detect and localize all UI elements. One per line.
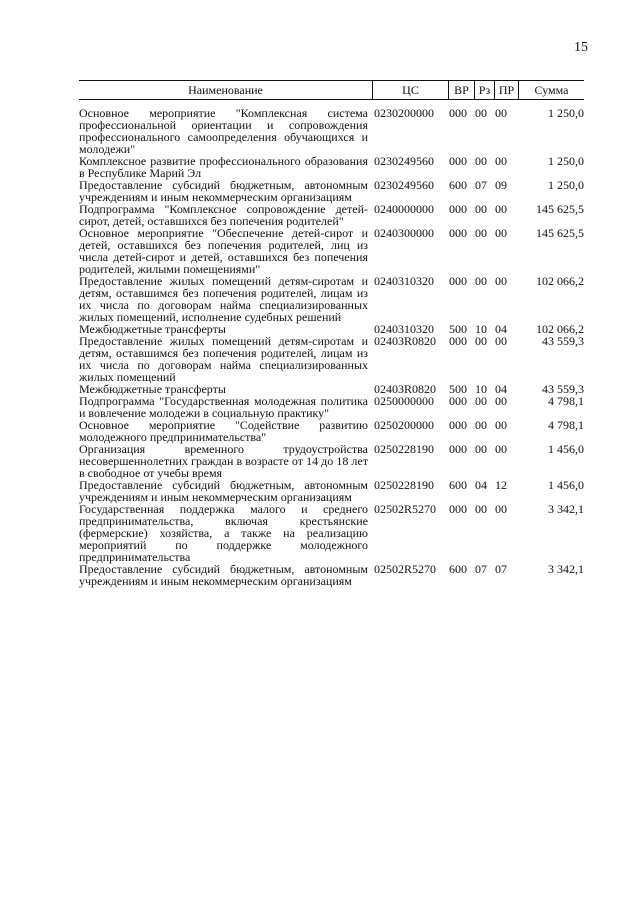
cell-name: Предоставление субсидий бюджетным, автономным учреждениям и иным некоммерческим организациям bbox=[79, 478, 368, 504]
cell-cs: 0250228190 bbox=[374, 442, 434, 456]
cell-pr: 04 bbox=[495, 382, 507, 396]
table-row bbox=[79, 335, 584, 383]
cell-cs: 0240000000 bbox=[374, 202, 434, 216]
cell-vr: 000 bbox=[449, 418, 467, 432]
table-row bbox=[79, 395, 584, 419]
cell-cs: 0230249560 bbox=[374, 178, 434, 192]
cell-rz: 00 bbox=[475, 502, 487, 516]
cell-pr: 09 bbox=[495, 178, 507, 192]
cell-name: Предоставление субсидий бюджетным, автономным учреждениям и иным некоммерческим организациям bbox=[79, 178, 368, 204]
cell-name: Государственная поддержка малого и среднего предпринимательства, включая крестьянские (фермерские) хозяйства, а также на реализацию мероприятий по поддержке молодежного предпринимательства bbox=[79, 502, 368, 564]
table-row bbox=[79, 155, 584, 179]
cell-sum: 1 250,0 bbox=[548, 178, 584, 192]
cell-name: Основное мероприятие "Обеспечение детей-сирот и детей, оставшихся без попечения родителей, лиц из числа детей-сирот и детей, оставшихся без попечения родителей, жилыми помещениями" bbox=[79, 226, 368, 276]
cell-name: Межбюджетные трансферты bbox=[79, 322, 226, 336]
table-row bbox=[79, 419, 584, 443]
header-cs: ЦС bbox=[372, 81, 448, 99]
table-row bbox=[79, 275, 584, 323]
cell-pr: 00 bbox=[495, 202, 507, 216]
table-row bbox=[79, 107, 584, 155]
cell-name: Предоставление жилых помещений детям-сиротам и детям, оставшимся без попечения родителей, лицам из их числа по договорам найма специализированных жилых помещений, исполнение судебных решений bbox=[79, 274, 368, 324]
table-row bbox=[79, 443, 584, 479]
cell-pr: 00 bbox=[495, 418, 507, 432]
table-row bbox=[79, 203, 584, 227]
cell-vr: 500 bbox=[449, 382, 467, 396]
cell-name: Основное мероприятие "Содействие развитию молодежного предпринимательства" bbox=[79, 418, 368, 444]
cell-rz: 10 bbox=[475, 382, 487, 396]
table-body bbox=[79, 100, 584, 587]
page-number: 15 bbox=[574, 40, 588, 55]
cell-rz: 00 bbox=[475, 334, 487, 348]
cell-name: Комплексное развитие профессионального образования в Республике Марий Эл bbox=[79, 154, 368, 180]
cell-pr: 00 bbox=[495, 334, 507, 348]
cell-cs: 02502R5270 bbox=[374, 502, 437, 516]
cell-vr: 000 bbox=[449, 334, 467, 348]
cell-vr: 000 bbox=[449, 202, 467, 216]
cell-pr: 07 bbox=[495, 562, 507, 576]
cell-name: Основное мероприятие "Комплексная система профессиональной ориентации и сопровождения профессионального самоопределения обучающихся и молодежи" bbox=[79, 106, 368, 156]
table-row bbox=[79, 563, 584, 587]
cell-rz: 07 bbox=[475, 178, 487, 192]
header-sum: Сумма bbox=[518, 81, 584, 99]
cell-sum: 102 066,2 bbox=[536, 322, 584, 336]
cell-sum: 3 342,1 bbox=[548, 562, 584, 576]
cell-sum: 3 342,1 bbox=[548, 502, 584, 516]
cell-rz: 00 bbox=[475, 442, 487, 456]
cell-pr: 00 bbox=[495, 394, 507, 408]
cell-name: Организация временного трудоустройства несовершеннолетних граждан в возрасте от 14 до 18 лет в свободное от учебы время bbox=[79, 442, 368, 480]
cell-cs: 0250000000 bbox=[374, 394, 434, 408]
cell-cs: 0250228190 bbox=[374, 478, 434, 492]
cell-rz: 00 bbox=[475, 274, 487, 288]
cell-name: Подпрограмма "Комплексное сопровождение детей-сирот, детей, оставшихся без попечения родителей" bbox=[79, 202, 368, 228]
cell-cs: 0240300000 bbox=[374, 226, 434, 240]
cell-rz: 00 bbox=[475, 106, 487, 120]
cell-sum: 145 625,5 bbox=[536, 202, 584, 216]
cell-vr: 000 bbox=[449, 226, 467, 240]
cell-pr: 00 bbox=[495, 106, 507, 120]
cell-cs: 02403R0820 bbox=[374, 382, 437, 396]
cell-rz: 00 bbox=[475, 394, 487, 408]
cell-sum: 4 798,1 bbox=[548, 394, 584, 408]
cell-pr: 00 bbox=[495, 442, 507, 456]
cell-cs: 0240310320 bbox=[374, 322, 434, 336]
cell-pr: 12 bbox=[495, 478, 507, 492]
cell-sum: 145 625,5 bbox=[536, 226, 584, 240]
cell-rz: 10 bbox=[475, 322, 487, 336]
cell-cs: 02403R0820 bbox=[374, 334, 437, 348]
cell-pr: 00 bbox=[495, 154, 507, 168]
cell-sum: 1 456,0 bbox=[548, 442, 584, 456]
cell-cs: 0230249560 bbox=[374, 154, 434, 168]
cell-sum: 4 798,1 bbox=[548, 418, 584, 432]
header-name: Наименование bbox=[188, 83, 263, 97]
cell-vr: 000 bbox=[449, 106, 467, 120]
cell-rz: 00 bbox=[475, 202, 487, 216]
cell-sum: 1 456,0 bbox=[548, 478, 584, 492]
table-header bbox=[79, 80, 584, 100]
cell-rz: 00 bbox=[475, 418, 487, 432]
budget-table bbox=[79, 80, 584, 587]
cell-name: Подпрограмма "Государственная молодежная политика и вовлечение молодежи в социальную практику" bbox=[79, 394, 368, 420]
cell-vr: 600 bbox=[449, 178, 467, 192]
cell-vr: 500 bbox=[449, 322, 467, 336]
cell-vr: 000 bbox=[449, 394, 467, 408]
table-row bbox=[79, 179, 584, 203]
table-row bbox=[79, 479, 584, 503]
cell-sum: 43 559,3 bbox=[542, 382, 584, 396]
cell-vr: 000 bbox=[449, 502, 467, 516]
cell-rz: 00 bbox=[475, 154, 487, 168]
cell-cs: 02502R5270 bbox=[374, 562, 437, 576]
header-vr: ВР bbox=[448, 81, 474, 99]
cell-name: Предоставление субсидий бюджетным, автономным учреждениям и иным некоммерческим организациям bbox=[79, 562, 368, 588]
cell-rz: 04 bbox=[475, 478, 487, 492]
cell-name: Предоставление жилых помещений детям-сиротам и детям, оставшимся без попечения родителей, лицам из их числа по договорам найма специализированных жилых помещений bbox=[79, 334, 368, 384]
cell-vr: 600 bbox=[449, 562, 467, 576]
cell-sum: 1 250,0 bbox=[548, 154, 584, 168]
cell-rz: 00 bbox=[475, 226, 487, 240]
cell-pr: 00 bbox=[495, 502, 507, 516]
table-row bbox=[79, 227, 584, 275]
cell-vr: 000 bbox=[449, 154, 467, 168]
header-pr: ПР bbox=[494, 81, 518, 99]
cell-vr: 000 bbox=[449, 442, 467, 456]
cell-pr: 00 bbox=[495, 274, 507, 288]
cell-vr: 600 bbox=[449, 478, 467, 492]
cell-pr: 04 bbox=[495, 322, 507, 336]
cell-sum: 43 559,3 bbox=[542, 334, 584, 348]
header-rz: Рз bbox=[474, 81, 494, 99]
cell-sum: 1 250,0 bbox=[548, 106, 584, 120]
cell-sum: 102 066,2 bbox=[536, 274, 584, 288]
cell-cs: 0230200000 bbox=[374, 106, 434, 120]
cell-cs: 0240310320 bbox=[374, 274, 434, 288]
cell-rz: 07 bbox=[475, 562, 487, 576]
cell-vr: 000 bbox=[449, 274, 467, 288]
cell-name: Межбюджетные трансферты bbox=[79, 382, 226, 396]
cell-cs: 0250200000 bbox=[374, 418, 434, 432]
table-row bbox=[79, 503, 584, 563]
cell-pr: 00 bbox=[495, 226, 507, 240]
